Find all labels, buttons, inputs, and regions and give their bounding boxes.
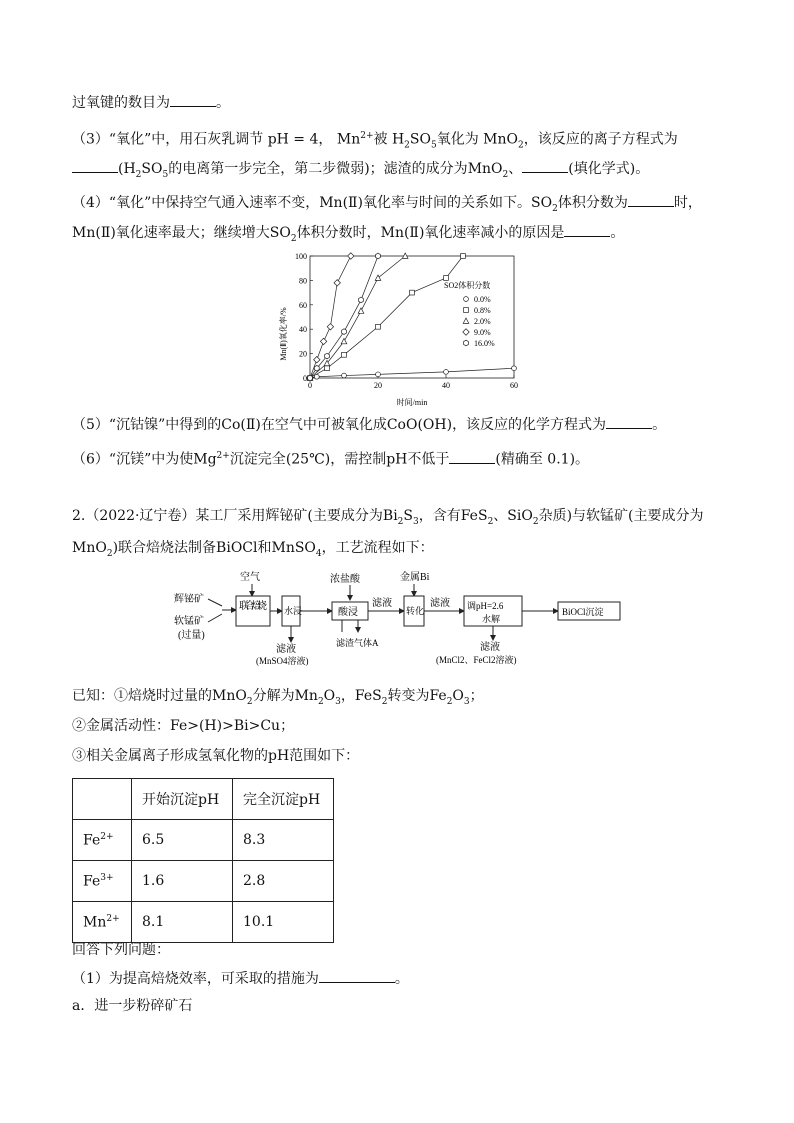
q1-line bbox=[72, 968, 409, 989]
subscript: 2 bbox=[290, 233, 297, 244]
hexagon-marker bbox=[342, 329, 347, 335]
hcl-label: 浓盐酸 bbox=[330, 574, 360, 585]
answer-blank[interactable] bbox=[628, 192, 674, 207]
subscript: 2 bbox=[552, 203, 558, 214]
formula: SiO bbox=[507, 508, 533, 524]
formula: Mg bbox=[193, 451, 217, 468]
filtrate2-label: 滤液 bbox=[480, 642, 500, 653]
q5-line bbox=[72, 414, 666, 435]
ion: Fe bbox=[83, 832, 101, 849]
text: 。 bbox=[652, 417, 667, 433]
diamond-marker bbox=[320, 338, 326, 344]
hexagon-marker bbox=[314, 365, 319, 371]
filt-b-label: 滤液 bbox=[430, 598, 450, 609]
text: ，该反应的离子方程式为 bbox=[523, 131, 678, 148]
subscript: 2 bbox=[404, 140, 410, 151]
text: 沉淀完全 bbox=[229, 451, 286, 468]
chart-svg bbox=[276, 248, 526, 408]
text: ， bbox=[340, 688, 355, 704]
formula: pH bbox=[386, 451, 408, 468]
subscript: 2 bbox=[381, 696, 388, 707]
text: ，工艺流程如下： bbox=[321, 540, 434, 556]
known-line-3 bbox=[72, 746, 359, 766]
table-row bbox=[73, 861, 334, 902]
series-line bbox=[310, 368, 514, 378]
text: 回答下列问题： bbox=[72, 942, 170, 958]
circle-marker bbox=[376, 372, 381, 377]
subscript: 5 bbox=[430, 140, 437, 151]
gas-label: 气体A bbox=[354, 638, 379, 648]
table-header-row bbox=[73, 779, 334, 820]
square-marker bbox=[376, 324, 381, 329]
text: （5）“沉钴镍”中得到的 bbox=[72, 417, 222, 433]
end-ph-cell: 2.8 bbox=[233, 861, 334, 902]
end-ph-cell: 10.1 bbox=[233, 902, 334, 943]
square-marker bbox=[444, 276, 449, 281]
charge: 2+ bbox=[100, 831, 114, 842]
text: 。 bbox=[610, 225, 625, 241]
triangle-marker bbox=[341, 338, 347, 343]
bi-label: 金属Bi bbox=[400, 572, 430, 583]
subscript: 2 bbox=[106, 548, 113, 559]
ion: Fe bbox=[83, 873, 101, 890]
formula: CoO(OH) bbox=[386, 417, 453, 433]
p2-line-2 bbox=[72, 538, 434, 564]
square-marker bbox=[461, 254, 466, 259]
end-ph-cell: 8.3 bbox=[233, 820, 334, 861]
circle-marker bbox=[464, 297, 469, 302]
formula: MnO bbox=[483, 131, 519, 148]
text: 被 bbox=[373, 131, 388, 148]
x-tick-label: 60 bbox=[510, 381, 518, 390]
hexagon-marker bbox=[464, 340, 469, 346]
ore1-label: 辉铋矿 bbox=[174, 594, 204, 605]
series-line bbox=[310, 256, 463, 378]
x-axis-label: 时间/min bbox=[396, 398, 428, 407]
charge: 3+ bbox=[100, 872, 114, 883]
filtrate1-note: (MnSO4溶液) bbox=[256, 656, 309, 666]
ore2-label: 软锰矿 bbox=[174, 616, 204, 627]
formula: FeS bbox=[354, 688, 382, 704]
table-row bbox=[73, 820, 334, 861]
y-tick-label: 0 bbox=[303, 374, 307, 383]
text: 转变为 bbox=[387, 688, 430, 704]
ore-arrows bbox=[208, 599, 236, 622]
formula: MnSO bbox=[271, 540, 316, 556]
q6-line bbox=[72, 446, 589, 470]
answer-blank[interactable] bbox=[606, 414, 652, 429]
ore2-note: (过量) bbox=[178, 630, 205, 641]
acid-leach-label: 酸浸 bbox=[338, 607, 358, 618]
text: 时， bbox=[673, 195, 702, 211]
formula: MnO bbox=[72, 540, 107, 556]
x-tick-label: 20 bbox=[374, 381, 382, 390]
known-line-2 bbox=[72, 716, 294, 736]
legend-entry: 16.0% bbox=[474, 339, 495, 348]
convert-label: 转化 bbox=[406, 606, 425, 616]
legend-entry: 2.0% bbox=[474, 317, 491, 326]
text: 、 bbox=[508, 161, 523, 177]
legend-entry: 0.0% bbox=[474, 295, 491, 304]
x-tick-label: 0 bbox=[308, 381, 312, 390]
diamond-marker bbox=[314, 357, 320, 363]
subscript: 2 bbox=[246, 696, 253, 707]
answer-blank[interactable] bbox=[72, 158, 118, 173]
formula: Co bbox=[221, 417, 241, 433]
filtrate2-note: (MnCl2、FeCl2溶液) bbox=[436, 655, 517, 665]
ion-cell bbox=[73, 820, 132, 861]
oxidation-rate-chart bbox=[276, 248, 526, 408]
triangle-marker bbox=[375, 275, 381, 280]
formula: Fe>(H)>Bi>Cu bbox=[170, 718, 281, 734]
formula: Fe bbox=[429, 688, 447, 704]
filtrate1-label: 滤液 bbox=[276, 644, 296, 655]
air-label: 空气 bbox=[240, 572, 260, 583]
subscript: 3 bbox=[413, 516, 419, 527]
text: （3）“氧化”中，用石灰乳调节 bbox=[72, 131, 264, 148]
superscript: 2+ bbox=[216, 451, 230, 461]
line-1 bbox=[72, 92, 230, 113]
text: 、 bbox=[493, 508, 508, 524]
y-axis-label: Mn(Ⅱ)氧化率/% bbox=[279, 307, 288, 361]
text: 氧化为 bbox=[436, 131, 479, 148]
table-header-start: 开始沉淀pH bbox=[132, 779, 233, 820]
formula: SO bbox=[531, 195, 553, 211]
formula: Mn bbox=[294, 688, 318, 704]
text: （1）为提高焙烧效率，可采取的措施为 bbox=[72, 971, 319, 987]
legend-title: SO2体积分数 bbox=[444, 281, 491, 290]
y-tick-label: 20 bbox=[299, 349, 307, 359]
square-marker bbox=[410, 290, 415, 295]
text: ②金属活动性： bbox=[72, 718, 170, 734]
formula: MnO bbox=[212, 688, 247, 704]
q3-line-1 bbox=[72, 126, 678, 155]
answer-blank[interactable] bbox=[522, 158, 568, 173]
text: 。 bbox=[394, 971, 409, 987]
known-line-1 bbox=[72, 686, 484, 712]
legend-entry: 9.0% bbox=[474, 328, 491, 337]
text: ③相关金属离子形成氢氧化物的 bbox=[72, 748, 268, 764]
start-ph-cell: 1.6 bbox=[132, 861, 233, 902]
y-tick-label: 100 bbox=[295, 252, 307, 261]
text: 的电离第一步完全，第二步微弱)；滤渣的成分为 bbox=[168, 161, 468, 177]
q4-line-1 bbox=[72, 192, 702, 219]
text: ； bbox=[280, 718, 295, 734]
diamond-marker bbox=[334, 280, 340, 286]
subscript: 2 bbox=[532, 516, 539, 527]
formula: Mn bbox=[336, 131, 361, 148]
diamond-marker bbox=[463, 329, 469, 335]
answer-blank[interactable] bbox=[449, 449, 495, 464]
q4-line-2 bbox=[72, 222, 624, 249]
y-tick-label: 40 bbox=[299, 325, 307, 335]
subscript: 2 bbox=[317, 696, 324, 707]
formula: SO bbox=[409, 131, 431, 148]
hexagon-marker bbox=[359, 297, 364, 303]
water-leach-label: 水浸 bbox=[284, 606, 303, 616]
square-marker bbox=[325, 366, 330, 371]
formula: O bbox=[323, 688, 336, 704]
p2-line-1 bbox=[72, 506, 704, 532]
option-a bbox=[72, 996, 192, 1016]
flow-svg bbox=[170, 568, 650, 670]
text: )联合焙烧法制备 bbox=[112, 540, 217, 556]
square-marker bbox=[464, 308, 469, 313]
text: ，含有 bbox=[418, 508, 461, 524]
text: 2.（2022·辽宁卷）某工厂采用辉铋矿(主要成分为 bbox=[72, 508, 383, 524]
triangle-marker bbox=[358, 308, 364, 313]
subscript: 5 bbox=[162, 169, 169, 180]
formula: SO bbox=[141, 161, 163, 177]
text: （6）“沉镁”中为使 bbox=[72, 451, 194, 468]
text: Mn(Ⅱ)氧化速率最大；继续增大 bbox=[72, 225, 270, 241]
formula: Bi bbox=[382, 508, 398, 524]
text: ，该反应的化学方程式为 bbox=[452, 417, 607, 433]
formula: S bbox=[403, 508, 413, 524]
text: a．进一步粉碎矿石 bbox=[72, 998, 193, 1014]
hexagon-marker bbox=[325, 353, 330, 359]
formula: BiOCl bbox=[216, 540, 258, 556]
diamond-marker bbox=[348, 253, 354, 259]
product-label: BiOCl沉淀 bbox=[562, 607, 604, 617]
residue-label: 滤渣 bbox=[336, 638, 355, 648]
text: ，需控制 bbox=[330, 451, 387, 468]
text: ； bbox=[469, 688, 484, 704]
q3-line-2 bbox=[72, 158, 649, 185]
answer-intro bbox=[72, 940, 170, 960]
text: (Ⅱ)在空气中可被氧化成 bbox=[240, 417, 387, 433]
square-marker bbox=[342, 352, 347, 357]
x-tick-label: 40 bbox=[442, 381, 450, 390]
text: 体积分数时，Mn(Ⅱ)氧化速率减小的原因是 bbox=[296, 225, 565, 241]
hydrolysis-label-2: 水解 bbox=[482, 614, 501, 624]
formula: H bbox=[391, 131, 405, 148]
subscript: 2 bbox=[446, 696, 453, 707]
subscript: 3 bbox=[463, 696, 470, 707]
table-row bbox=[73, 902, 334, 943]
charge: 2+ bbox=[106, 913, 120, 924]
subscript: 2 bbox=[487, 516, 494, 527]
triangle-marker bbox=[463, 318, 469, 323]
ion-cell bbox=[73, 902, 132, 943]
legend-entry: 0.8% bbox=[474, 306, 491, 315]
circle-marker bbox=[342, 373, 347, 378]
ion-cell bbox=[73, 861, 132, 902]
text: ， bbox=[318, 131, 333, 148]
circle-marker bbox=[444, 370, 449, 375]
answer-blank[interactable] bbox=[319, 968, 395, 983]
circle-marker bbox=[512, 366, 517, 371]
text: (H bbox=[118, 161, 136, 177]
formula: (25℃) bbox=[285, 451, 331, 468]
text: (精确至 0.1)。 bbox=[495, 451, 590, 468]
formula: pH bbox=[268, 748, 290, 764]
subscript: 2 bbox=[518, 140, 524, 151]
ph-range-table bbox=[72, 778, 334, 943]
text: 范围如下： bbox=[289, 748, 360, 764]
ion: Mn bbox=[83, 914, 107, 931]
formula: SO bbox=[269, 225, 291, 241]
text: (填化学式)。 bbox=[568, 161, 650, 177]
text: 杂质)与软锰矿(主要成分为 bbox=[538, 508, 704, 524]
formula: O bbox=[452, 688, 464, 704]
text: 不低于 bbox=[407, 451, 450, 468]
formula: pH = 4 bbox=[267, 131, 319, 148]
subscript: 3 bbox=[335, 696, 341, 707]
answer-blank[interactable] bbox=[564, 222, 610, 237]
subscript: 2 bbox=[135, 169, 142, 180]
subscript: 2 bbox=[502, 169, 509, 180]
y-tick-label: 80 bbox=[299, 276, 307, 286]
text: （4）“氧化”中保持空气通入速率不变，Mn(Ⅱ)氧化率与时间的关系如下。 bbox=[72, 195, 532, 211]
table-header-end: 完全沉淀pH bbox=[233, 779, 334, 820]
text: 过氧键的数目为 bbox=[72, 95, 170, 111]
filt-a-label: 滤液 bbox=[372, 598, 392, 609]
subscript: 2 bbox=[397, 516, 404, 527]
table-header-empty bbox=[73, 779, 132, 820]
formula: MnO bbox=[467, 161, 503, 177]
text: 。 bbox=[216, 95, 230, 111]
roast-label-1: 联合焙烧 bbox=[239, 601, 267, 612]
subscript: 4 bbox=[315, 548, 322, 559]
start-ph-cell: 8.1 bbox=[132, 902, 233, 943]
text: 分解为 bbox=[252, 688, 295, 704]
formula: FeS bbox=[460, 508, 488, 524]
text: 体积分数为 bbox=[557, 195, 628, 211]
superscript: 2+ bbox=[360, 131, 374, 141]
text: 已知：①焙烧时过量的 bbox=[72, 688, 212, 704]
process-flowchart bbox=[170, 568, 650, 670]
circle-marker bbox=[314, 374, 319, 379]
hydrolysis-label-1: 调pH=2.6 bbox=[467, 601, 504, 611]
answer-blank[interactable] bbox=[170, 92, 216, 107]
text: 和 bbox=[257, 540, 272, 556]
diamond-marker bbox=[327, 324, 333, 330]
hexagon-marker bbox=[308, 375, 313, 381]
acid-down-arrows bbox=[342, 620, 358, 632]
hexagon-marker bbox=[376, 253, 381, 259]
y-tick-label: 60 bbox=[299, 300, 307, 310]
start-ph-cell: 6.5 bbox=[132, 820, 233, 861]
